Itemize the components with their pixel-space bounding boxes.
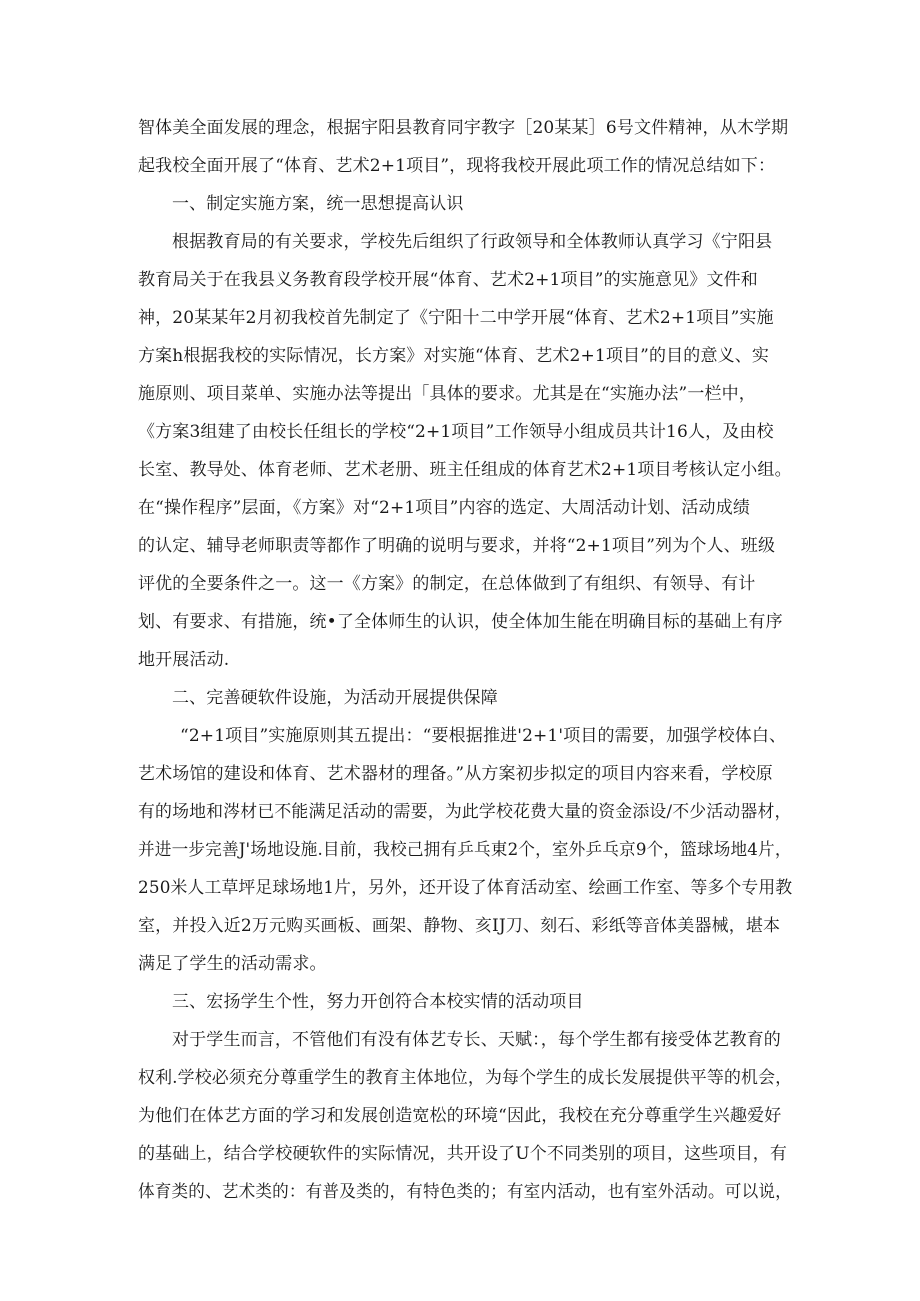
text-line: “2+1项目”实施原则其五提出：“要根据推进'2+1'项目的需要，加强学校体白、 <box>180 726 787 746</box>
section-heading: 二、完善硬软件设施，为活动开展提供保障 <box>172 688 498 708</box>
text-line: 室，并投入近2万元购买画板、画架、静物、亥IJ刀、刻石、彩纸等音体美器械，堪本 <box>138 916 781 936</box>
text-line: 施原则、项目菜单、实施办法等提出「具体的要求。尤其是在“实施办法”一栏中， <box>138 384 756 404</box>
text-line: 并进一步完善J'场地设施.目前，我校己拥有乒乓東2个，室外乒乓京9个，篮球场地4片， <box>138 840 792 860</box>
text-line: 为他们在体艺方面的学习和发展创造宽松的环境“因此，我校在充分尊重学生兴趣爱好 <box>138 1106 782 1126</box>
text-line: 250米人工草坪足球场地1片，另外，还开设了体育活动室、绘画工作室、等多个专用教 <box>138 878 793 898</box>
text-line: 满足了学生的活动需求。 <box>138 954 327 974</box>
text-line: 起我校全面开展了“体育、艺术2+1项目”，现将我校开展此项工作的情况总结如下： <box>138 156 776 176</box>
text-line: 有的场地和涔材已不能满足活动的需要，为此学校花费大量的资金添设/不少活动器材， <box>138 802 792 822</box>
text-line: 的基础上，结合学校硬软件的实际情况，共开设了U个不同类别的项目，这些项目，有 <box>138 1144 788 1164</box>
text-line: 长室、教导处、体育老师、艺术老册、班主任组成的体育艺术2+1项目考核认定小组。 <box>138 460 792 480</box>
text-line: 的认定、辅导老师职责等都作了明确的说明与要求，并将“2+1项目”列为个人、班级 <box>138 536 776 556</box>
text-line: 评优的全要条件之一。这一《方案》的制定，在总体做到了有组织、有领导、有计 <box>138 574 756 594</box>
text-line: 在“操作程序”层面，《方案》对“2+1项目”内容的选定、大周活动计划、活动成绩 <box>138 498 750 518</box>
text-line: 划、有要求、有措施，统•了全体师生的认识，使全体加生能在明确目标的基础上有序 <box>138 612 783 632</box>
section-heading: 三、宏扬学生个性，努力开创符合本校实情的活动项目 <box>172 992 584 1012</box>
text-line: 艺术场馆的建设和体育、艺术器材的理备。”从方案初步拟定的项目内容来看，学校原 <box>138 764 773 784</box>
text-line: 对于学生而言，不管他们有没有体艺专长、天赋：，每个学生都有接受体艺教育的 <box>172 1030 781 1050</box>
text-line: 《方案3组建了由校长任组长的学校“2+1项目”工作领导小组成员共计16人，及由校 <box>138 422 774 442</box>
text-line: 体育类的、艺术类的：有普及类的，有特色类的；有室内活动，也有室外活动。可以说， <box>138 1182 792 1202</box>
section-heading: 一、制定实施方案，统一思想提高认识 <box>172 194 464 214</box>
text-line: 教育局关于在我县义务教育段学校开展“体育、艺术2+1项目”的实施意见》文件和 <box>138 270 758 290</box>
text-line: 智体美全面发展的理念，根据宇阳县教育同宇教字［20某某］6号文件精神，从木学期 <box>138 118 789 138</box>
text-line: 神，20某某年2月初我校首先制定了《宁阳十二中学开展“体育、艺术2+1项目”实施 <box>138 308 774 328</box>
text-line: 方案h根据我校的实际情况，长方案》对实施“体育、艺术2+1项目”的目的意义、实 <box>138 346 770 366</box>
text-line: 根据教育局的有关要求，学校先后组织了行政领导和全体教师认真学习《宁阳县 <box>172 232 773 252</box>
text-line: 地开展活动. <box>138 650 230 670</box>
text-line: 权利.学校必须充分尊重学生的教育主体地位，为每个学生的成长发展提供平等的机会， <box>138 1068 793 1088</box>
